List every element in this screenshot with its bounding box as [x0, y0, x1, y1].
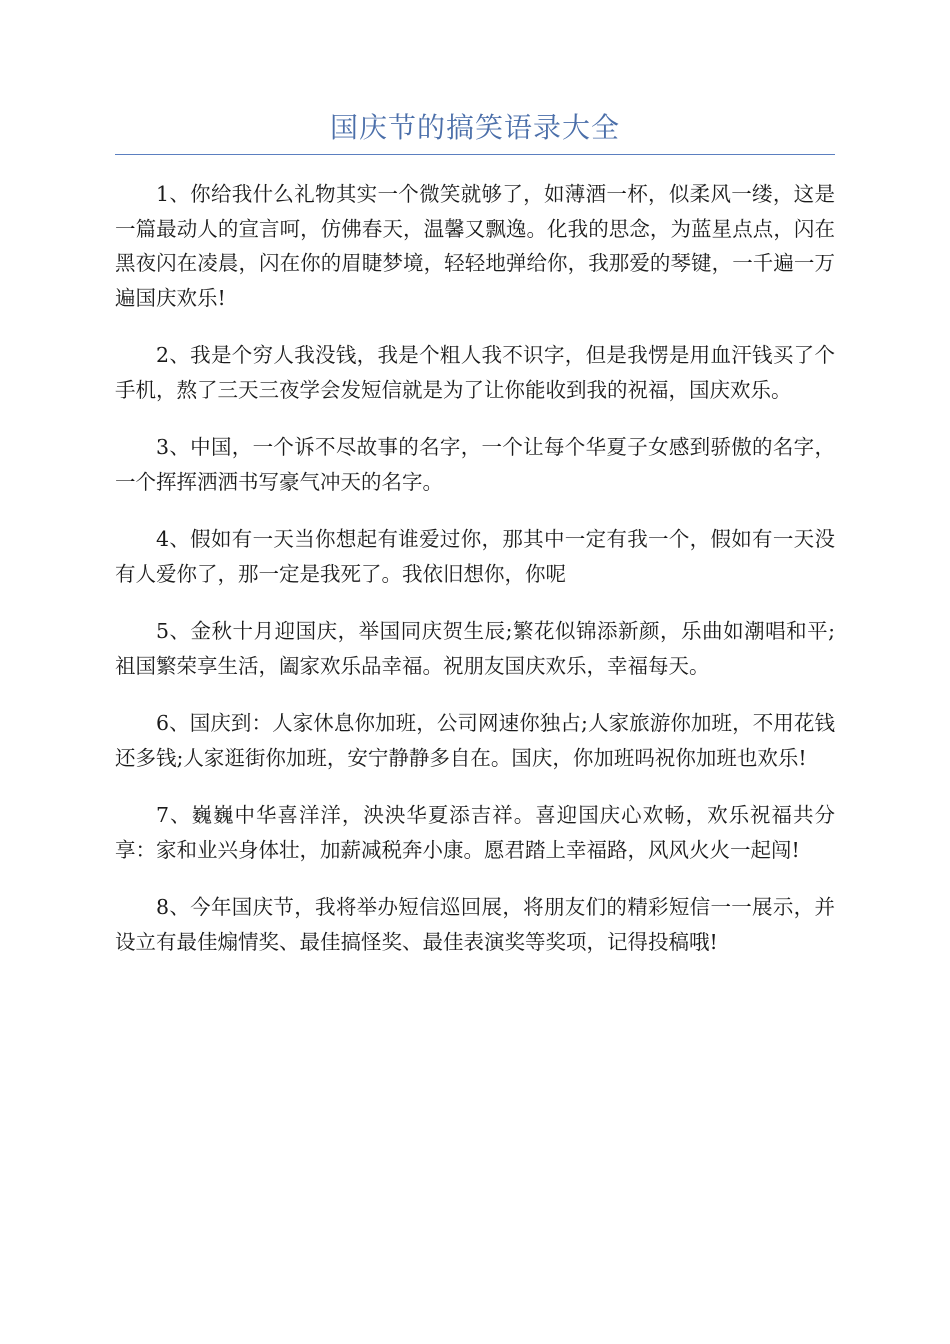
document-body [115, 177, 835, 982]
paragraph-3: 3、中国，一个诉不尽故事的名字，一个让每个华夏子女感到骄傲的名字，一个挥挥洒洒书写豪气冲天的名字。 [115, 435, 835, 494]
paragraph-7: 7、巍巍中华喜洋洋，泱泱华夏添吉祥。喜迎国庆心欢畅，欢乐祝福共分享：家和业兴身体壮，加薪减税奔小康。愿君踏上幸福路，风风火火一起闯! [115, 803, 835, 862]
paragraph-6: 6、国庆到：人家休息你加班，公司网速你独占;人家旅游你加班，不用花钱还多钱;人家逛街你加班，安宁静静多自在。国庆，你加班吗祝你加班也欢乐! [115, 711, 835, 770]
paragraph-1: 1、你给我什么礼物其实一个微笑就够了，如薄酒一杯，似柔风一缕，这是一篇最动人的宣言呵，仿佛春天，温馨又飘逸。化我的思念，为蓝星点点，闪在黑夜闪在凌晨，闪在你的眉睫梦境，轻轻地弹给你，我那爱的琴键，一千遍一万遍国庆欢乐! [115, 182, 835, 310]
paragraph-4: 4、假如有一天当你想起有谁爱过你，那其中一定有我一个，假如有一天没有人爱你了，那一定是我死了。我依旧想你，你呢 [115, 527, 835, 586]
title-underline [115, 154, 835, 155]
page-title: 国庆节的搞笑语录大全 [329, 111, 620, 144]
paragraph-8: 8、今年国庆节，我将举办短信巡回展，将朋友们的精彩短信一一展示，并设立有最佳煽情奖、最佳搞怪奖、最佳表演奖等奖项，记得投稿哦! [115, 895, 835, 954]
paragraph-2: 2、我是个穷人我没钱，我是个粗人我不识字，但是我愣是用血汗钱买了个手机，熬了三天三夜学会发短信就是为了让你能收到我的祝福，国庆欢乐。 [115, 343, 835, 402]
paragraph-5: 5、金秋十月迎国庆，举国同庆贺生辰;繁花似锦添新颜，乐曲如潮唱和平;祖国繁荣享生活，阖家欢乐品幸福。祝朋友国庆欢乐，幸福每天。 [115, 619, 835, 678]
